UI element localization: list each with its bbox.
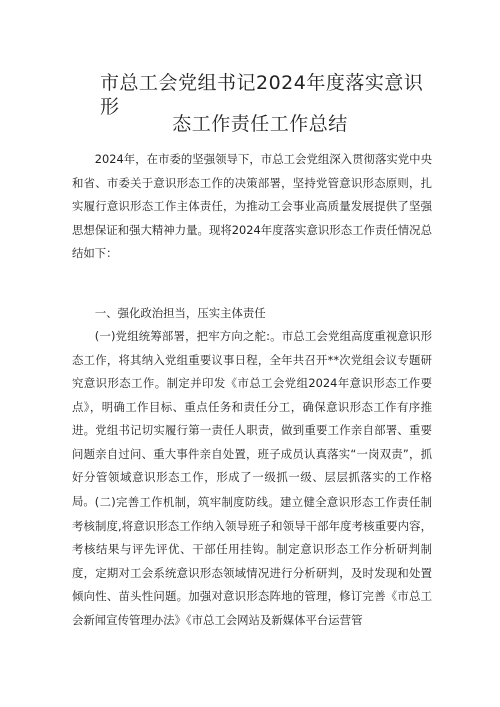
- paragraph-section-1-1: [72, 325, 432, 513]
- section-heading-1: [72, 302, 432, 326]
- heading-text: 一、强化政治担当，压实主体责任: [94, 306, 266, 320]
- document-title-line-2: 态工作责任工作总结: [172, 113, 348, 135]
- paragraph-text: (二)完善工作机制，筑牢制度防线。建立健全意识形态工作责任制考核制度,将意识形态工作纳入领导班子和领导干部年度考核重要内容，考核结果与评先评优、干部任用挂钩。制定意识形态工作分析研判制度，定期对工会系统意识形态领域情况进行分析研判，及时发现和处置倾向性、苗头性问题。加强对意识形态阵地的管理，修订完善《市总工会新闻宣传管理办法》《市总工会网站及新媒体平台运营管: [72, 495, 432, 627]
- paragraph-text: (一)党组统筹部署，把牢方向之舵:。市总工会党组高度重视意识形态工作，将其纳入党组重要议事日程，全年共召开**次党组会议专题研究意识形态工作。制定并印发《市总工会党组2024年意识形态工作要点》，明确工作目标、重点任务和责任分工，确保意识形态工作有序推进。党组书记切实履行第一责任人职责，做到重要工作亲自部署、重要问题亲自过问、重大事件亲自处置，班子成员认真落实“一岗双责”，抓好分管领域意识形态工作，形成了一级抓一级、层层抓落实的工作格局。: [72, 329, 432, 508]
- paragraph-text: 2024年，在市委的坚强领导下，市总工会党组深入贯彻落实党中央和省、市委关于意识形态工作的决策部署，坚持党管意识形态原则，扎实履行意识形态工作主体责任，为推动工会事业高质量发展提供了坚强思想保证和强大精神力量。现将2024年度落实意识形态工作责任情况总结如下：: [72, 152, 432, 260]
- document-title-line-1: 市总工会党组书记2024年度落实意识形: [100, 72, 424, 118]
- paragraph-section-1-2: [72, 491, 432, 632]
- paragraph-intro: [72, 148, 432, 266]
